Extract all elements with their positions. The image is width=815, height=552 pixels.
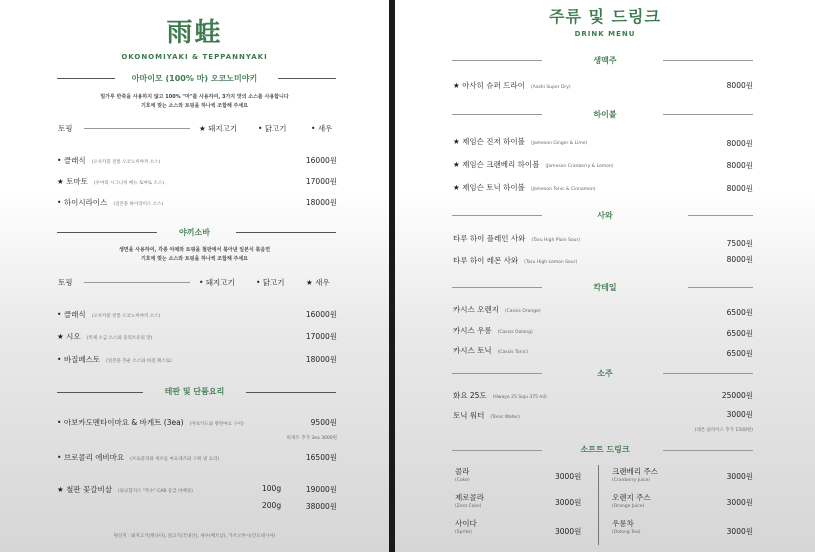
food-menu-page bbox=[0, 0, 389, 552]
drink-item: 제로콜라 (Zero Coke) bbox=[455, 493, 484, 509]
drink-item: 타루 하이 플레인 사와 (Taru High Plain Sour) bbox=[453, 234, 581, 243]
size-label: 100g bbox=[262, 484, 282, 493]
menu-price: 16500원 bbox=[305, 453, 337, 462]
menu-price: 17000원 bbox=[305, 332, 337, 341]
menu-price: 38000원 bbox=[305, 502, 337, 511]
drink-item: ★ 제임슨 진저 하이볼 (Jameson Ginger & Lime) bbox=[453, 137, 588, 146]
drink-price: 3000원 bbox=[726, 527, 753, 536]
drink-price: 3000원 bbox=[555, 527, 582, 536]
drink-item: 사이다 (Sprite) bbox=[455, 519, 477, 535]
menu-price: 19000원 bbox=[305, 485, 337, 494]
section-title-cocktail: 칵테일 bbox=[593, 283, 617, 292]
menu-price: 18000원 bbox=[305, 355, 337, 364]
extra-note: 바게트 추가 3ea 3000원 bbox=[286, 436, 337, 441]
divider bbox=[84, 128, 190, 129]
drink-menu-title: 주류 및 드링크 bbox=[549, 7, 661, 26]
drink-price: 8000원 bbox=[726, 161, 753, 170]
divider bbox=[246, 392, 336, 393]
drink-price: 8000원 bbox=[726, 139, 753, 148]
section-title-beer: 생맥주 bbox=[593, 56, 617, 65]
topping-label: 토핑 bbox=[58, 124, 73, 133]
divider bbox=[663, 114, 753, 115]
drink-item: 우롱차 (Oolong Tea) bbox=[612, 519, 641, 535]
drink-price: 8000원 bbox=[726, 81, 753, 90]
divider bbox=[688, 215, 753, 216]
menu-price: 16000원 bbox=[305, 310, 337, 319]
drink-price: 6500원 bbox=[726, 329, 753, 338]
section-desc: 생면을 사용하여, 각종 야채와 토핑을 철판에서 볶아낸 일본식 볶음면 기호에 맞는 소스와 토핑을 하나씩 조합해 주세요 bbox=[118, 247, 271, 262]
menu-price: 9500원 bbox=[310, 418, 337, 427]
drink-price: 8000원 bbox=[726, 255, 753, 264]
drink-item: ★ 제임슨 토닉 하이볼 (Jameson Tonic & Cinnamon) bbox=[453, 183, 596, 192]
menu-item: • 아보카도멘타이마요 & 바게트 (3ea) (아보카도와 명란마요 구이) bbox=[57, 418, 244, 427]
drink-item: 토닉 워터 (Tonic Water) bbox=[453, 411, 520, 420]
drink-price: 3000원 bbox=[555, 472, 582, 481]
drink-menu-page bbox=[395, 0, 815, 552]
section-title-soju: 소주 bbox=[597, 369, 613, 378]
section-title-teppan: 테판 및 단품요리 bbox=[164, 387, 225, 396]
drink-price: 6500원 bbox=[726, 308, 753, 317]
topping-option: ★ 새우 bbox=[306, 278, 330, 287]
menu-item: • 바질페스토 (일본풍 추운 소스와 바질 페스토) bbox=[57, 355, 172, 364]
drink-item: 크랜베리 주스 (Cranberry Juice) bbox=[612, 467, 658, 483]
drink-item: 타루 하이 레몬 사와 (Taru High Lemon Sour) bbox=[453, 256, 578, 265]
divider bbox=[84, 282, 190, 283]
drink-price: 3000원 bbox=[726, 410, 753, 419]
size-label: 200g bbox=[262, 501, 282, 510]
topping-option: • 닭고기 bbox=[256, 278, 285, 287]
menu-price: 16000원 bbox=[305, 156, 337, 165]
drink-item: 화요 25도 (Hwayo 25 Soju 375 ml) bbox=[453, 391, 547, 400]
drink-item: 카시스 우롱 (Cassis Oolong) bbox=[453, 326, 533, 335]
drink-price: 6500원 bbox=[726, 349, 753, 358]
drink-item: 오렌지 주스 (Orange Juice) bbox=[612, 493, 651, 509]
drink-menu-subtitle: DRINK MENU bbox=[574, 30, 636, 38]
menu-item: ★ 토마토 (우마의 시그니처 메뉴 토마토 소스) bbox=[57, 177, 164, 186]
section-title-sour: 사와 bbox=[597, 211, 613, 220]
menu-price: 18000원 bbox=[305, 198, 337, 207]
extra-note: (레몬 슬라이스 추가 1500원) bbox=[694, 428, 753, 433]
section-title-soft-drink: 소프트 드링크 bbox=[580, 445, 630, 454]
divider bbox=[688, 287, 753, 288]
topping-option: • 돼지고기 bbox=[199, 278, 235, 287]
drink-price: 8000원 bbox=[726, 184, 753, 193]
section-desc: 밀가루 반죽을 사용하지 않고 100% "마"를 사용하여, 3가지 맛의 소스를 사용합니다 기호에 맞는 소스와 토핑을 하나씩 조합해 주세요 bbox=[100, 94, 289, 109]
menu-item: • 클래식 (오사카풍 전통 오코노미야끼 소스) bbox=[57, 156, 161, 165]
drink-item: 콜라 (Coke) bbox=[455, 467, 470, 483]
menu-item: • 하이시라이스 (일본풍 하이라이스 소스) bbox=[57, 198, 164, 207]
section-title-okonomiyaki: 아마이모 (100% 마) 오코노미야키 bbox=[131, 74, 258, 83]
origin-note: 원산지 : 돼지고기(캐나다), 닭고기(국내산), 새우(베트남), 가쓰오부시(인도네시아) bbox=[113, 534, 276, 539]
restaurant-logo: 雨蛙 bbox=[166, 18, 223, 48]
column-divider bbox=[598, 465, 599, 545]
divider bbox=[663, 60, 753, 61]
section-title-highball: 하이볼 bbox=[593, 110, 617, 119]
drink-price: 7500원 bbox=[726, 239, 753, 248]
drink-item: ★ 제임슨 크랜베리 하이볼 (Jameson Cranberry & Lemon) bbox=[453, 160, 614, 169]
drink-price: 3000원 bbox=[726, 472, 753, 481]
drink-price: 3000원 bbox=[555, 498, 582, 507]
drink-item: 카시스 오렌지 (Cassis Orange) bbox=[453, 305, 541, 314]
drink-item: 카시스 토닉 (Cassis Tonic) bbox=[453, 346, 529, 355]
divider bbox=[278, 78, 336, 79]
menu-price: 17000원 bbox=[305, 177, 337, 186]
menu-item: • 클래식 (오사카풍 전통 오코노미야끼 소스) bbox=[57, 310, 161, 319]
topping-option: • 새우 bbox=[311, 124, 333, 133]
topping-option: • 닭고기 bbox=[258, 124, 287, 133]
drink-item: ★ 아사히 슈퍼 드라이 (Asahi Super Dry) bbox=[453, 81, 571, 90]
menu-item: ★ 시오 (특제 소금 소스와 올리브유의 맛) bbox=[57, 332, 153, 341]
topping-label: 토핑 bbox=[58, 278, 73, 287]
drink-price: 25000원 bbox=[721, 391, 753, 400]
divider bbox=[236, 232, 336, 233]
menu-item: • 브로콜리 에비마요 (브로콜리와 새우를 마요네즈와 구워 낸 요리) bbox=[57, 453, 220, 462]
divider bbox=[663, 450, 753, 451]
drink-price: 3000원 bbox=[726, 498, 753, 507]
logo-subtitle: OKONOMIYAKI & TEPPANNYAKI bbox=[121, 53, 268, 61]
topping-option: ★ 돼지고기 bbox=[199, 124, 238, 133]
divider bbox=[663, 373, 753, 374]
menu-item: ★ 철판 꽃갈비살 (와규함지스 "특수" CAB 등급 바베큐) bbox=[57, 485, 193, 494]
section-title-yakisoba: 야끼소바 bbox=[179, 228, 210, 237]
